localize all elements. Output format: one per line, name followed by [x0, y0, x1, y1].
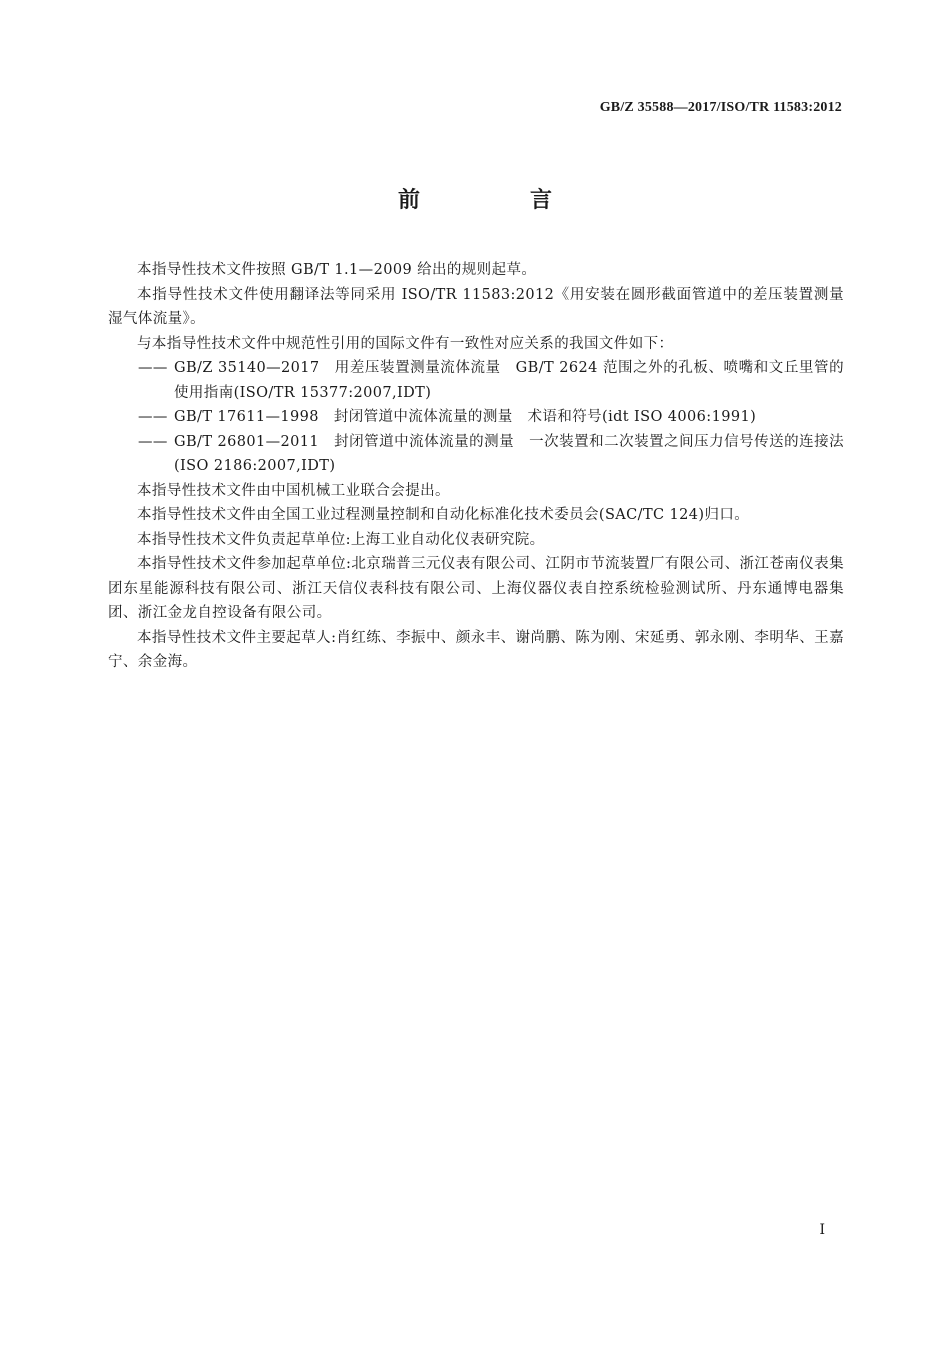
document-body [108, 258, 844, 675]
page-number: I [819, 1222, 825, 1238]
list-item-text: GB/T 26801—2011 封闭管道中流体流量的测量 一次装置和二次装置之间压力信号传送的连接法(ISO 2186:2007,IDT) [174, 433, 844, 474]
paragraph-responsible-unit: 本指导性技术文件负责起草单位:上海工业自动化仪表研究院。 [137, 531, 545, 548]
page-title: 前 言 [397, 188, 596, 213]
paragraph-centralized-by: 本指导性技术文件由全国工业过程测量控制和自动化标准化技术委员会(SAC/TC 124)归口。 [137, 507, 750, 523]
list-item [108, 430, 844, 479]
list-item [108, 356, 844, 405]
paragraph-correspondence-intro: 与本指导性技术文件中规范性引用的国际文件有一致性对应关系的我国文件如下： [137, 335, 674, 352]
list-item [108, 405, 844, 430]
dash-marker: —— [138, 409, 168, 425]
list-item-text: GB/T 17611—1998 封闭管道中流体流量的测量 术语和符号(idt ISO 4006:1991) [174, 409, 757, 425]
dash-marker: —— [138, 360, 168, 376]
paragraph-adoption: 本指导性技术文件使用翻译法等同采用 ISO/TR 11583:2012《用安装在圆形截面管道中的差压装置测量湿气体流量》。 [108, 286, 844, 327]
paragraph-proposed-by: 本指导性技术文件由中国机械工业联合会提出。 [137, 482, 450, 499]
list-item-text: GB/Z 35140—2017 用差压装置测量流体流量 GB/T 2624 范围之外的孔板、喷嘴和文丘里管的使用指南(ISO/TR 15377:2007,IDT) [174, 360, 844, 401]
standard-number-header: GB/Z 35588—2017/ISO/TR 11583:2012 [599, 100, 842, 115]
paragraph-participating-units: 本指导性技术文件参加起草单位:北京瑞普三元仪表有限公司、江阴市节流装置厂有限公司、浙江苍南仪表集团东星能源科技有限公司、浙江天信仪表科技有限公司、上海仪器仪表自控系统检验测试所、丹东通博电器集团、浙江金龙自控设备有限公司。 [108, 556, 844, 621]
dash-marker: —— [138, 433, 168, 450]
paragraph-drafting-rules: 本指导性技术文件按照 GB/T 1.1—2009 给出的规则起草。 [137, 262, 537, 278]
paragraph-main-drafters: 本指导性技术文件主要起草人:肖红练、李振中、颜永丰、谢尚鹏、陈为刚、宋延勇、郭永刚、李明华、王嘉宁、余金海。 [108, 629, 844, 670]
